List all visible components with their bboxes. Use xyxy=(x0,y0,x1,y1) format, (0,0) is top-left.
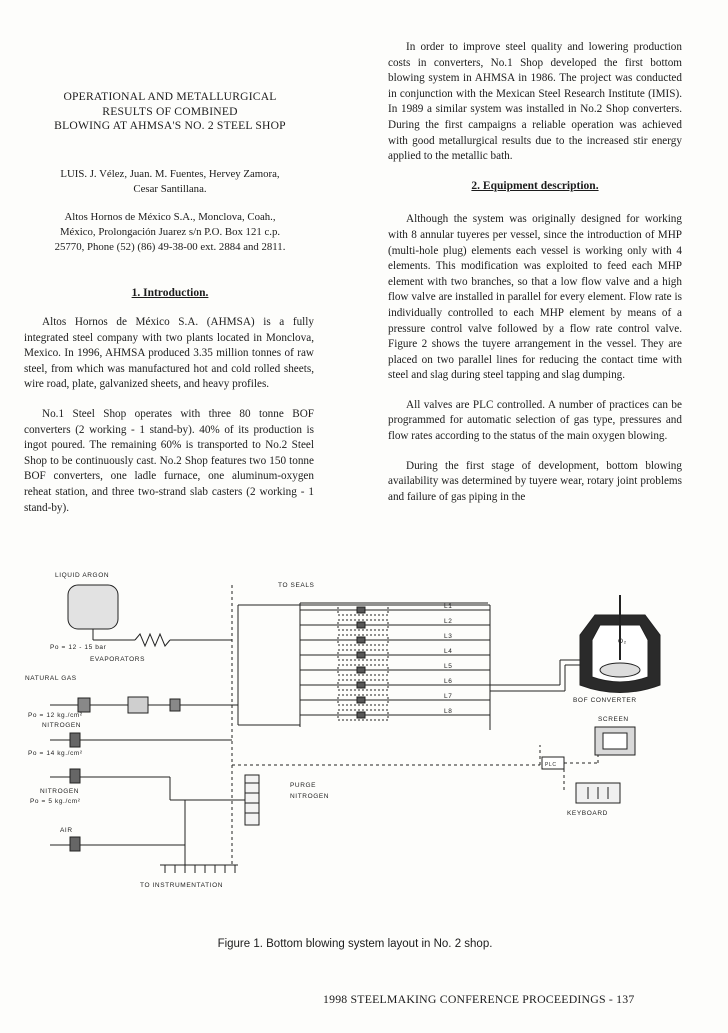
equipment-heading: 2. Equipment description. xyxy=(471,179,599,192)
page-footer: 1998 STEELMAKING CONFERENCE PROCEEDINGS - 137 xyxy=(323,992,635,1006)
argon-pressure-label: Po = 12 - 15 bar xyxy=(50,644,107,651)
title-line: OPERATIONAL AND METALLURGICAL xyxy=(63,90,277,103)
nitrogen-1-label: NITROGEN xyxy=(42,722,82,729)
oxygen-label: O₂ xyxy=(618,638,627,645)
keyboard-label: KEYBOARD xyxy=(567,810,608,817)
screen-label: SCREEN xyxy=(598,716,629,723)
purge-label: PURGE xyxy=(290,782,317,789)
supply-line-label: L7 xyxy=(444,693,453,700)
valve-icon xyxy=(357,622,365,628)
valve-icon xyxy=(357,682,365,688)
affiliation-line: 25770, Phone (52) (86) 49-38-00 ext. 2884 and 2811. xyxy=(54,241,286,253)
purge-nitrogen-label: NITROGEN xyxy=(290,793,330,800)
affiliation-line: Altos Hornos de México S.A., Monclova, Coah., xyxy=(64,211,276,223)
evaporators-label: EVAPORATORS xyxy=(90,656,146,663)
figure-caption: Figure 1. Bottom blowing system layout in No. 2 shop. xyxy=(217,938,493,950)
authors-line: LUIS. J. Vélez, Juan. M. Fuentes, Hervey Zamora, xyxy=(60,168,280,180)
valve-icon xyxy=(357,652,365,658)
authors xyxy=(20,167,320,197)
paper-title xyxy=(20,90,320,134)
nitrogen-1-pressure-label: Po = 14 kg./cm² xyxy=(28,750,83,757)
valve-icon xyxy=(170,699,180,711)
valve-icon xyxy=(357,607,365,613)
nitrogen-2-label: NITROGEN xyxy=(40,788,80,795)
to-instrumentation-label: TO INSTRUMENTATION xyxy=(140,882,224,889)
left-column xyxy=(24,315,314,530)
valve-icon xyxy=(78,698,90,712)
evaporator-icon xyxy=(135,634,170,646)
argon-tank-icon xyxy=(68,585,118,629)
plc-label: PLC xyxy=(545,762,557,768)
valve-icon xyxy=(357,637,365,643)
authors-line: Cesar Santillana. xyxy=(133,183,207,195)
intro-paragraph-1: Altos Hornos de México S.A. (AHMSA) is a fully integrated steel company with two plants located in Monclova, Mexico. In 1996, AHMSA produced 3.35 million tonnes of raw steel, from which was manufactured hot and cold rolled sheets, wire road, plate, galvanized sheets, and heavy profiles. xyxy=(24,316,314,391)
bof-converter-label: BOF CONVERTER xyxy=(573,697,637,704)
bottom-blowing-diagram xyxy=(20,565,710,895)
air-label: AIR xyxy=(60,827,73,834)
intro-heading: 1. Introduction. xyxy=(131,287,209,299)
valve-icon xyxy=(70,837,80,851)
supply-line-label: L5 xyxy=(444,663,453,670)
title-line: RESULTS OF COMBINED xyxy=(102,104,238,118)
right-column xyxy=(388,40,682,505)
supply-line-label: L3 xyxy=(444,633,453,640)
affiliation-line: México, Prolongación Juarez s/n P.O. Box 121 c.p. xyxy=(59,226,281,238)
to-seals-label: TO SEALS xyxy=(278,582,315,589)
supply-line-label: L4 xyxy=(444,648,453,655)
natural-gas-label: NATURAL GAS xyxy=(25,675,77,682)
affiliation xyxy=(20,210,320,255)
equipment-paragraph-1: Although the system was originally designed for working with 8 annular tuyeres per vessel, since the introduction of MHP (multi-hole plug) elements each vessel is working only with 4 elements. This modification was exploited to feed each MHP element with two branches, so that a low flow valve and a high flow valve are installed in parallel for every element. Flow rate is individually controlled to each MHP element by means of a pressure control valve followed by a flow rate control valve. Figure 2 shows the tuyere arrangement in the vessel. They are placed on two parallel lines for reducing the contact time with steel and slag during steel tapping and slag dumping. xyxy=(388,213,682,382)
valve-icon xyxy=(357,667,365,673)
valve-icon xyxy=(70,733,80,747)
liquid-argon-label: LIQUID ARGON xyxy=(55,572,110,579)
equipment-paragraph-3: During the first stage of development, bottom blowing availability was determined by tuyere wear, rotary joint problems and failure of gas piping in the xyxy=(388,459,682,503)
valve-icon xyxy=(357,712,365,718)
supply-line-label: L6 xyxy=(444,678,453,685)
valve-icon xyxy=(70,769,80,783)
supply-line-label: L1 xyxy=(444,603,453,610)
gas-pressure-label: Po = 12 kg./cm² xyxy=(28,712,83,719)
equipment-paragraph-2: All valves are PLC controlled. A number of practices can be programmed for automatic selection of gas type, pressures and flow rates according to the status of the main oxygen blowing. xyxy=(388,398,682,443)
nitrogen-2-pressure-label: Po = 5 kg./cm² xyxy=(30,798,81,805)
title-line: BLOWING AT AHMSA'S NO. 2 STEEL SHOP xyxy=(54,119,286,132)
valve-icon xyxy=(357,697,365,703)
intro-paragraph-2: No.1 Steel Shop operates with three 80 tonne BOF converters (2 working - 1 stand-by). 40% of its production is ingot poured. The remaining 60% is transported to No.2 Steel Shop to be continuously cast. No.2 Shop features two 150 tonne BOF converters, one ladle furnace, one aluminum-oxygen reheat station, and three two-strand slab casters (2 working - 1 stand-by). xyxy=(24,407,314,514)
right-paragraph-1: In order to improve steel quality and lowering production costs in converters, No.1 Shop developed the first bottom blowing system in AHMSA in 1986. The project was conducted in conjunction with the Mexican Steel Research Institute (IMIS). In 1989 a similar system was installed in No.2 Shop converters. During the first campaigns a reliable operation was achieved with good metallurgical results due to the increased stir energy applied to the metallic bath. xyxy=(388,41,682,163)
supply-line-label: L2 xyxy=(444,618,453,625)
supply-line-label: L8 xyxy=(444,708,453,715)
